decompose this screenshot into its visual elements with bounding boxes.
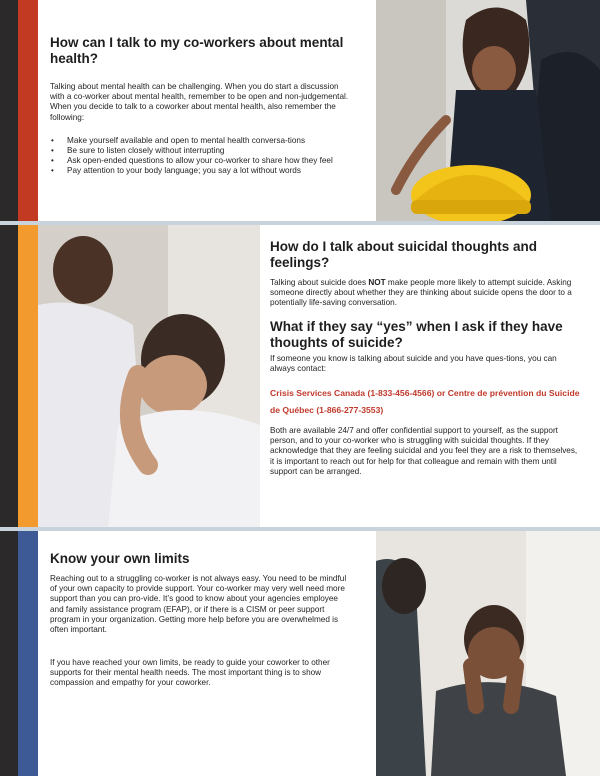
section3-paragraph-1: Reaching out to a struggling co-worker is not always easy. You need to be mindful of your own capacity to provide support. Your co-worker may very well need more support than you can pro-vide. It’s good to know about your agencies employee and family assistance program (EFAP), or if there is a CISM or peer support program in your organization. Getting more help before you are overwhelmed is often important. [50,574,347,635]
list-item: • Ask open-ended questions to allow your co-worker to share how they feel [50,156,342,166]
section1-heading: How can I talk to my co-workers about mental health? [50,35,344,66]
section2-strip [0,225,38,527]
section2-heading-suicidal-thoughts: How do I talk about suicidal thoughts and feelings? [270,239,538,270]
colleagues-photo [376,531,600,776]
list-item: • Pay attention to your body language; you say a lot without words [50,166,342,176]
section1-bullet-list [50,136,342,176]
list-item: • Make yourself available and open to mental health conversa-tions [50,136,342,146]
text-span: make people more likely to attempt suicide. Asking someone directly about whether they are thinking about suicide opens the door to a potentially life-saving conversation. [270,278,572,308]
section1-intro: Talking about mental health can be challenging. When you do start a discussion with a co-worker about mental health, remember to be open and non-judgemental. When you decide to talk to a coworker about mental health, also remember the following: [50,82,349,122]
section2-contact-intro: If someone you know is talking about suicide and you have ques-tions, you can always contact: [270,354,557,374]
text-span: Talking about suicide does [270,278,369,287]
emphasis-not: NOT [368,278,386,287]
section2-paragraph [270,278,575,309]
crisis-contacts: Crisis Services Canada (1-833-456-4566) or Centre de prévention du Suicide de Québec (1-866-277-3553) [270,388,580,415]
section2-heading-what-if: What if they say “yes” when I ask if they have thoughts of suicide? [270,319,563,350]
section1-strip [0,0,38,221]
section2-availability-paragraph: Both are available 24/7 and offer confidential support to yourself, as the support person, and to your co-worker who is struggling with suicidal thoughts. If they acknowledge that they are feeling suicidal and you feel they are a risk to themselves, it is important to reach out for help for that colleague and remain with them until support can be arranged. [270,426,578,476]
distressed-man-photo [38,225,260,527]
section3-heading: Know your own limits [50,551,190,566]
firefighter-photo [376,0,600,221]
section3-strip [0,531,38,776]
list-item: • Be sure to listen closely without interrupting [50,146,342,156]
section3-paragraph-2: If you have reached your own limits, be ready to guide your coworker to other supports for their mental health needs. The most important thing is to show compassion and empathy for your coworker. [50,658,330,688]
